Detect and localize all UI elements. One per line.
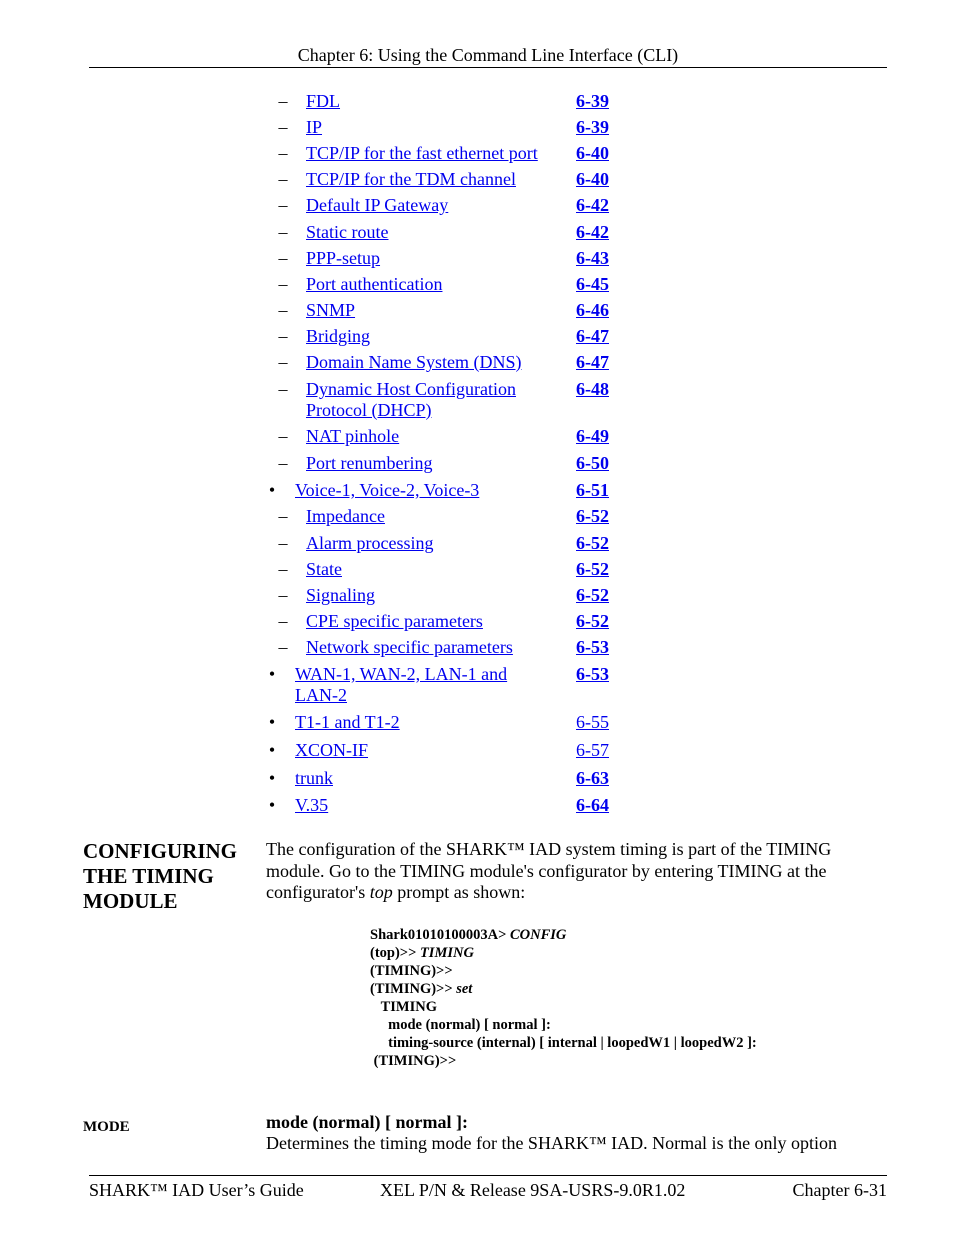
section-heading <box>83 839 237 914</box>
section-heading-line: THE TIMING <box>83 864 214 888</box>
toc-page-link[interactable]: 6-57 <box>576 740 609 760</box>
toc-entry-link[interactable] <box>306 222 388 243</box>
toc-page-link[interactable]: 6-47 <box>576 326 609 346</box>
toc-entry-line: Bridging <box>306 326 371 346</box>
section-paragraph <box>266 839 866 904</box>
dash-icon: – <box>278 506 288 526</box>
toc-page-link[interactable]: 6-40 <box>576 143 609 163</box>
footer-part-number: XEL P/N & Release 9SA-USRS-9.0R1.02 <box>380 1180 686 1200</box>
toc-page-link[interactable]: 6-40 <box>576 169 609 189</box>
toc-entry-line: PPP-setup <box>306 248 381 268</box>
paragraph-line: The configuration of the SHARK™ IAD system timing is part of the TIMING <box>266 839 832 859</box>
cli-prompt: Shark01010100003A> <box>370 927 510 943</box>
toc-entry-link[interactable] <box>306 585 375 606</box>
cli-line <box>370 962 757 980</box>
toc-page-link[interactable]: 6-52 <box>576 559 609 579</box>
toc-entry-line: FDL <box>306 91 341 111</box>
dash-icon: – <box>278 426 288 446</box>
toc-entry-line: LAN-2 <box>295 685 347 705</box>
toc-entry-line: Port renumbering <box>306 453 433 473</box>
toc-page-link[interactable]: 6-53 <box>576 637 609 657</box>
toc-entry-line: Impedance <box>306 506 385 526</box>
toc-page-link[interactable]: 6-53 <box>576 664 609 684</box>
toc-entry-line: State <box>306 559 342 579</box>
bullet-icon: • <box>268 768 276 788</box>
toc-entry-line: Static route <box>306 222 389 242</box>
toc-entry-link[interactable] <box>295 795 328 816</box>
toc-entry-link[interactable] <box>306 637 513 658</box>
toc-entry-line: TCP/IP for the fast ethernet port <box>306 143 538 163</box>
toc-entry-link[interactable] <box>306 453 432 474</box>
dash-icon: – <box>278 248 288 268</box>
toc-page-link[interactable]: 6-52 <box>576 506 609 526</box>
toc-page-link[interactable]: 6-39 <box>576 117 609 137</box>
cli-command: CONFIG <box>510 927 567 943</box>
bullet-icon: • <box>268 712 276 732</box>
toc-entry-line: Network specific parameters <box>306 637 513 657</box>
toc-entry-link[interactable] <box>295 480 479 501</box>
toc-entry-line: Protocol (DHCP) <box>306 400 432 420</box>
cli-line <box>370 944 757 962</box>
toc-entry-link[interactable] <box>306 91 340 112</box>
toc-entry-line: WAN-1, WAN-2, LAN-1 and <box>295 664 508 684</box>
toc-entry-line: NAT pinhole <box>306 426 400 446</box>
toc-page-link[interactable]: 6-51 <box>576 480 609 500</box>
toc-entry-line: Port authentication <box>306 274 443 294</box>
toc-entry-link[interactable] <box>306 506 385 527</box>
page-header: Chapter 6: Using the Command Line Interface (CLI) <box>297 45 679 65</box>
toc-entry-line: Voice-1, Voice-2, Voice-3 <box>295 480 480 500</box>
toc-page-link[interactable]: 6-42 <box>576 222 609 242</box>
section-heading-line: MODULE <box>83 889 178 913</box>
dash-icon: – <box>278 637 288 657</box>
toc-entry-line: SNMP <box>306 300 356 320</box>
footer-rule <box>89 1175 887 1176</box>
dash-icon: – <box>278 352 288 372</box>
toc-entry-line: Alarm processing <box>306 533 434 553</box>
toc-entry-link[interactable] <box>295 664 507 706</box>
cli-prompt: TIMING <box>370 999 438 1015</box>
bullet-icon: • <box>268 740 276 760</box>
toc-entry-link[interactable] <box>306 559 342 580</box>
toc-entry-line: XCON-IF <box>295 740 369 760</box>
cli-prompt: timing-source (internal) [ internal | loopedW1 | loopedW2 ]: <box>370 1035 757 1051</box>
toc-entry-link[interactable] <box>306 274 442 295</box>
cli-prompt: mode (normal) [ normal ]: <box>370 1017 551 1033</box>
footer-page-number: Chapter 6-31 <box>792 1180 887 1200</box>
dash-icon: – <box>278 453 288 473</box>
toc-page-link[interactable]: 6-52 <box>576 533 609 553</box>
paragraph-line: module. Go to the TIMING module's configurator by entering TIMING at the <box>266 860 827 881</box>
toc-entry-link[interactable] <box>306 300 355 321</box>
toc-page-link[interactable]: 6-48 <box>576 379 609 399</box>
cli-prompt: (top)>> <box>370 945 420 961</box>
dash-icon: – <box>278 300 288 320</box>
toc-page-link[interactable]: 6-50 <box>576 453 609 473</box>
toc-entry-link[interactable] <box>306 195 448 216</box>
toc-entry-link[interactable] <box>306 533 433 554</box>
toc-entry-line: CPE specific parameters <box>306 611 483 631</box>
dash-icon: – <box>278 117 288 137</box>
toc-entry-link[interactable] <box>295 740 368 761</box>
toc-entry-line: IP <box>306 117 323 137</box>
toc-entry-link[interactable] <box>295 712 400 733</box>
mode-side-label: MODE <box>83 1119 130 1135</box>
toc-entry-line: V.35 <box>295 795 329 815</box>
dash-icon: – <box>278 379 288 399</box>
toc-entry-line: Domain Name System (DNS) <box>306 352 522 372</box>
toc-page-link[interactable]: 6-63 <box>576 768 609 788</box>
section-heading-line: CONFIGURING <box>83 839 238 863</box>
toc-page-link[interactable]: 6-52 <box>576 585 609 605</box>
cli-line <box>370 998 757 1016</box>
toc-page-link[interactable]: 6-45 <box>576 274 609 294</box>
toc-page-link[interactable]: 6-47 <box>576 352 609 372</box>
header-rule <box>89 67 887 68</box>
paragraph-line: configurator's top prompt as shown: <box>266 882 526 902</box>
emphasis-top: top <box>369 882 393 902</box>
dash-icon: – <box>278 274 288 294</box>
toc-entry-line: TCP/IP for the TDM channel <box>306 169 516 189</box>
dash-icon: – <box>278 326 288 346</box>
toc-entry-line: Dynamic Host Configuration <box>306 379 516 399</box>
dash-icon: – <box>278 611 288 631</box>
toc-entry-line: T1-1 and T1-2 <box>295 712 400 732</box>
toc-page-link[interactable]: 6-55 <box>576 712 609 732</box>
cli-line <box>370 1034 757 1052</box>
toc-page-link[interactable]: 6-42 <box>576 195 609 215</box>
cli-command: TIMING <box>419 945 474 961</box>
toc-entry-link[interactable] <box>306 169 516 190</box>
dash-icon: – <box>278 222 288 242</box>
toc-entry-link[interactable] <box>306 611 483 632</box>
dash-icon: – <box>278 169 288 189</box>
toc-entry-link[interactable] <box>306 326 370 347</box>
cli-prompt: (TIMING)>> <box>370 981 457 997</box>
toc-page-link[interactable]: 6-43 <box>576 248 609 268</box>
dash-icon: – <box>278 143 288 163</box>
bullet-icon: • <box>268 480 276 500</box>
toc-page-link[interactable]: 6-64 <box>576 795 609 815</box>
dash-icon: – <box>278 533 288 553</box>
toc-page-link[interactable]: 6-52 <box>576 611 609 631</box>
cli-command: set <box>456 981 473 997</box>
cli-example <box>370 926 757 1070</box>
toc-entry-link[interactable] <box>306 248 380 269</box>
cli-line <box>370 980 757 998</box>
bullet-icon: • <box>268 795 276 815</box>
footer-guide-title: SHARK™ IAD User’s Guide <box>89 1180 304 1200</box>
toc-entry-link[interactable] <box>306 143 538 164</box>
dash-icon: – <box>278 559 288 579</box>
dash-icon: – <box>278 195 288 215</box>
toc-entry-line: Default IP Gateway <box>306 195 449 215</box>
dash-icon: – <box>278 91 288 111</box>
cli-line <box>370 1016 757 1034</box>
toc-entry-link[interactable] <box>306 379 516 421</box>
dash-icon: – <box>278 585 288 605</box>
toc-page-link[interactable]: 6-49 <box>576 426 609 446</box>
cli-line <box>370 926 757 944</box>
toc-entry-link[interactable] <box>306 117 322 138</box>
cli-prompt: (TIMING)>> <box>370 963 453 979</box>
toc-entry-link[interactable] <box>295 768 333 789</box>
toc-entry-link[interactable] <box>306 426 399 447</box>
cli-line <box>370 1052 757 1070</box>
cli-prompt: (TIMING)>> <box>370 1053 457 1069</box>
mode-description: Determines the timing mode for the SHARK™ IAD. Normal is the only option <box>266 1133 838 1153</box>
toc-page-link[interactable]: 6-39 <box>576 91 609 111</box>
toc-entry-line: trunk <box>295 768 333 788</box>
toc-page-link[interactable]: 6-46 <box>576 300 609 320</box>
bullet-icon: • <box>268 664 276 684</box>
toc-entry-link[interactable] <box>306 352 521 373</box>
mode-heading: mode (normal) [ normal ]: <box>266 1112 468 1132</box>
toc-entry-line: Signaling <box>306 585 376 605</box>
